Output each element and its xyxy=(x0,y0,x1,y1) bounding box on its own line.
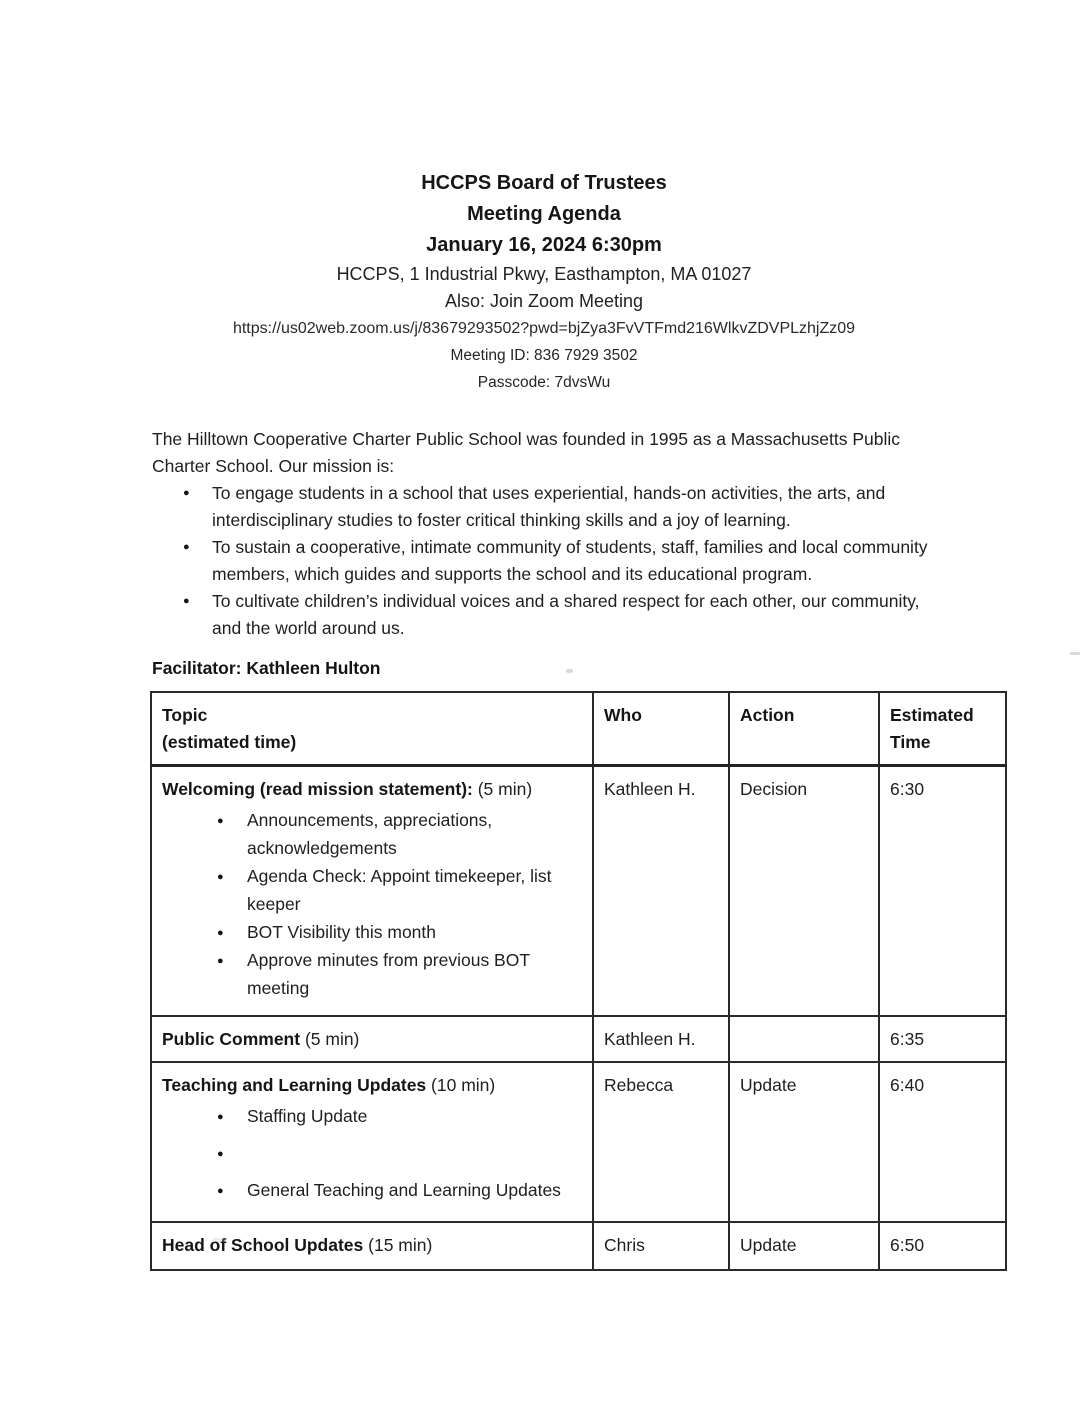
column-header-who: Who xyxy=(593,692,729,766)
who-cell: Chris xyxy=(593,1222,729,1270)
agenda-row-welcoming xyxy=(151,766,1006,1016)
topic-bullet-item: ● Approve minutes from previous BOT meeting xyxy=(162,946,582,1002)
mission-bullet-text: To engage students in a school that uses experiential, hands-on activities, the arts, and interdisciplinary studies to foster critical thinking skills and a joy of learning. xyxy=(212,483,886,530)
meeting-passcode: Passcode: 7dvsWu xyxy=(477,374,611,391)
time-cell: 6:50 xyxy=(879,1222,1006,1270)
mission-bullet-list xyxy=(152,480,932,642)
topic-bullet-item: ● Announcements, appreciations, acknowledgements xyxy=(162,806,582,862)
agenda-row-head-of-school xyxy=(151,1222,1006,1270)
column-header-topic-line2: (estimated time) xyxy=(162,732,297,752)
who-cell: Kathleen H. xyxy=(593,1016,729,1062)
mission-bullet-item xyxy=(152,588,932,642)
zoom-meeting-url: https://us02web.zoom.us/j/83679293502?pwd=bjZya3FvVTFmd216WlkvZDVPLzhjZz09 xyxy=(232,320,856,337)
topic-duration: (5 min) xyxy=(300,1028,360,1049)
action-cell xyxy=(729,1016,879,1062)
topic-bullet-item-empty xyxy=(162,1139,582,1167)
who-cell: Kathleen H. xyxy=(593,766,729,1016)
topic-duration: (5 min) xyxy=(472,779,533,799)
action-cell xyxy=(729,766,879,1016)
topic-cell xyxy=(151,1222,593,1270)
topic-bullet-list xyxy=(162,806,582,1002)
org-title: HCCPS Board of Trustees xyxy=(421,172,667,194)
time-cell: 6:40 xyxy=(879,1062,1006,1222)
column-header-action: Action xyxy=(729,692,879,766)
agenda-row-public-comment xyxy=(151,1016,1006,1062)
scan-artifact xyxy=(566,669,573,673)
mission-bullet-item xyxy=(152,534,932,588)
facilitator-line: Facilitator: Kathleen Hulton xyxy=(152,658,381,678)
action-cell: Update xyxy=(729,1222,879,1270)
agenda-table-header-row xyxy=(151,692,1006,766)
topic-bullet-item: ● Staffing Update xyxy=(162,1102,582,1130)
topic-duration: (10 min) xyxy=(426,1074,496,1095)
column-header-estimated-time: Estimated Time xyxy=(879,692,1006,766)
mission-bullet-item xyxy=(152,480,932,534)
topic-bullet-item: ● General Teaching and Learning Updates xyxy=(162,1176,582,1204)
topic-title: Public Comment xyxy=(162,1028,301,1049)
doc-type-title: Meeting Agenda xyxy=(467,203,621,225)
mission-intro-paragraph: The Hilltown Cooperative Charter Public School was founded in 1995 as a Massachusetts Public Charter School. Our mission is: xyxy=(152,429,901,476)
topic-bullet-list xyxy=(162,1102,582,1204)
topic-title: Welcoming (read mission statement): xyxy=(162,779,473,799)
agenda-table xyxy=(150,691,1007,1271)
mission-bullet-text: To sustain a cooperative, intimate community of students, staff, families and local community members, which guides and supports the school and its educational program. xyxy=(212,537,928,584)
mission-bullet-text: To cultivate children’s individual voices and a shared respect for each other, our community, and the world around us. xyxy=(212,591,920,638)
action-text: Decision xyxy=(740,779,808,799)
topic-cell xyxy=(151,1062,593,1222)
meeting-location: HCCPS, 1 Industrial Pkwy, Easthampton, MA 01027 xyxy=(336,264,752,284)
meeting-datetime: January 16, 2024 6:30pm xyxy=(426,234,662,256)
column-header-topic-line1: Topic xyxy=(162,705,208,725)
scan-artifact xyxy=(1070,652,1080,655)
zoom-meeting-label: Also: Join Zoom Meeting xyxy=(444,291,644,311)
time-cell: 6:30 xyxy=(879,766,1006,1016)
topic-cell xyxy=(151,1016,593,1062)
topic-title: Teaching and Learning Updates xyxy=(162,1074,427,1095)
time-cell: 6:35 xyxy=(879,1016,1006,1062)
scan-artifact xyxy=(213,1238,227,1242)
column-header-topic xyxy=(151,692,593,766)
meeting-id: Meeting ID: 836 7929 3502 xyxy=(450,347,638,364)
topic-duration: (15 min) xyxy=(363,1234,433,1255)
who-cell: Rebecca xyxy=(593,1062,729,1222)
mission-section xyxy=(152,426,952,642)
topic-title: Head of School Updates xyxy=(162,1234,364,1255)
topic-bullet-item: ● Agenda Check: Appoint timekeeper, list keeper xyxy=(162,862,582,918)
action-cell: Update xyxy=(729,1062,879,1222)
document-header xyxy=(0,0,1088,396)
topic-bullet-item: ● BOT Visibility this month xyxy=(162,918,582,946)
topic-cell xyxy=(151,766,593,1016)
agenda-row-teaching-learning xyxy=(151,1062,1006,1222)
